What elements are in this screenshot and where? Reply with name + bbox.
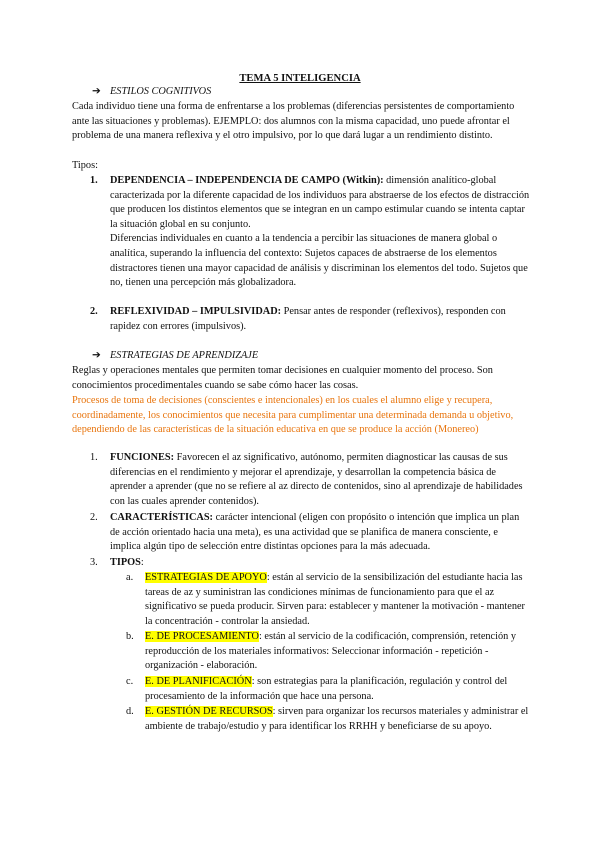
list-item-extra: Diferencias individuales en cuanto a la tendencia a percibir las situaciones de manera global o analítica, superando la influencia del contexto: Sujetos capaces de abstraerse de los elementos distractores tienen una mayor capacidad de análisis y discriminan los elementos del todo. Sujetos que no, tienen una percepción más globalizadora. [110, 233, 528, 289]
section-heading-text: ESTRATEGIAS DE APRENDIZAJE [110, 350, 259, 361]
list-item [90, 174, 530, 291]
page-title: TEMA 5 INTELIGENCIA [239, 73, 361, 84]
sub-list-text: : son estrategias para la planificación, regulación y control del procesamiento de la información que hace una persona. [145, 676, 508, 702]
list-item [90, 556, 530, 571]
sub-list-item [126, 705, 530, 734]
sub-list-item [126, 571, 530, 629]
estrategias-intro: Reglas y operaciones mentales que permiten tomar decisiones en cualquier momento del proceso. Son conocimientos procedimentales cuando se sabe cómo hacer las cosas. [72, 365, 493, 391]
estrategias-definition: Procesos de toma de decisiones (conscientes e intencionales) en los cuales el alumno elige y recupera, coordinadamente, los conocimientos que necesita para cumplimentar una determinada demanda u objetivo, dependiendo de las características de la situación educativa en que se produce la acción (Monereo) [72, 395, 514, 436]
list-item [90, 305, 530, 334]
estilos-intro: Cada individuo tiene una forma de enfrentarse a los problemas (diferencias persistentes de comportamiento ante las situaciones y problemas). EJEMPLO: dos alumnos con la misma capacidad, uno puede afrontar el problema de una manera reflexiva y el otro impulsivo, por lo que dará lugar a un rendimiento distinto. [72, 101, 515, 142]
tipos-label: Tipos: [72, 160, 98, 171]
list-item-lead: REFLEXIVIDAD – IMPULSIVIDAD: [110, 306, 282, 317]
list-item-lead: CARACTERÍSTICAS: [110, 512, 213, 523]
sub-list-letter: a. [126, 572, 134, 583]
list-item-lead: TIPOS [110, 557, 141, 568]
highlighted-term: E. GESTIÓN DE RECURSOS [145, 706, 273, 717]
highlighted-term: ESTRATEGIAS DE APOYO [145, 572, 267, 583]
section-heading-estrategias [92, 349, 258, 364]
sub-list-item [126, 630, 530, 674]
list-item [90, 511, 530, 555]
sub-list-letter: d. [126, 706, 134, 717]
list-item-lead: DEPENDENCIA – INDEPENDENCIA DE CAMPO (Witkin): [110, 175, 384, 186]
list-number: 2. [90, 512, 98, 523]
list-item-text: : [140, 557, 144, 568]
list-item-text: dimensión analítico-global caracterizada por la diferente capacidad de los individuos para abstraerse de los efectos de distracción que producen los distintos elementos que se integran en un campo estimular cuando se intenta captar la situación global en su conjunto. [110, 175, 530, 230]
arrow-icon: ➔ [92, 350, 101, 361]
list-number: 2. [90, 306, 98, 317]
sub-list-item [126, 675, 530, 704]
sub-list-text: : están al servicio de la sensibilización del estudiante hacia las tareas de az y suministran las condiciones mínimas de funcionamiento para que el az significativo se pueda producir. Sirven para: establecer y mantener la motivación - mantener la concentración - controlar la ansiedad. [145, 572, 525, 627]
section-heading-estilos [92, 85, 211, 100]
sub-list-text: : sirven para organizar los recursos materiales y administrar el ambiente de trabajo/estudio y para identificar los RRHH y beneficiarse de su apoyo. [145, 706, 529, 732]
list-item-lead: FUNCIONES: [110, 452, 175, 463]
list-number: 1. [90, 175, 98, 186]
list-number: 1. [90, 452, 98, 463]
list-item-text: Favorecen el az significativo, autónomo, permiten diagnosticar las causas de sus diferencias en el rendimiento y mejorar el aprendizaje, y desarrollan la competencia básica de aprender a aprender (que no se refiere al az directo de contenidos, sino al aprendizaje de habilidades con las cuales aprender contenidos). [110, 452, 523, 507]
arrow-icon: ➔ [92, 86, 101, 97]
list-number: 3. [90, 557, 98, 568]
sub-list-letter: c. [126, 676, 134, 687]
highlighted-term: E. DE PLANIFICACIÓN [145, 676, 252, 687]
list-item [90, 451, 530, 509]
highlighted-term: E. DE PROCESAMIENTO [145, 631, 259, 642]
list-item-text: carácter intencional (eligen con propósito o intención que implica un plan de acción orientado hacia una meta), es una actividad que se planifica de manera consciente, e implica algún tipo de selección entre distintas opciones para la más adecuada. [110, 512, 520, 553]
sub-list-text: : están al servicio de la codificación, comprensión, retención y reproducción de los materiales informativos: Seleccionar información - repetición - organización - elaboración. [145, 631, 516, 672]
sub-list-letter: b. [126, 631, 134, 642]
list-item-text: Pensar antes de responder (reflexivos), responden con rapidez con errores (impulsivos). [110, 306, 506, 332]
section-heading-text: ESTILOS COGNITIVOS [110, 86, 212, 97]
